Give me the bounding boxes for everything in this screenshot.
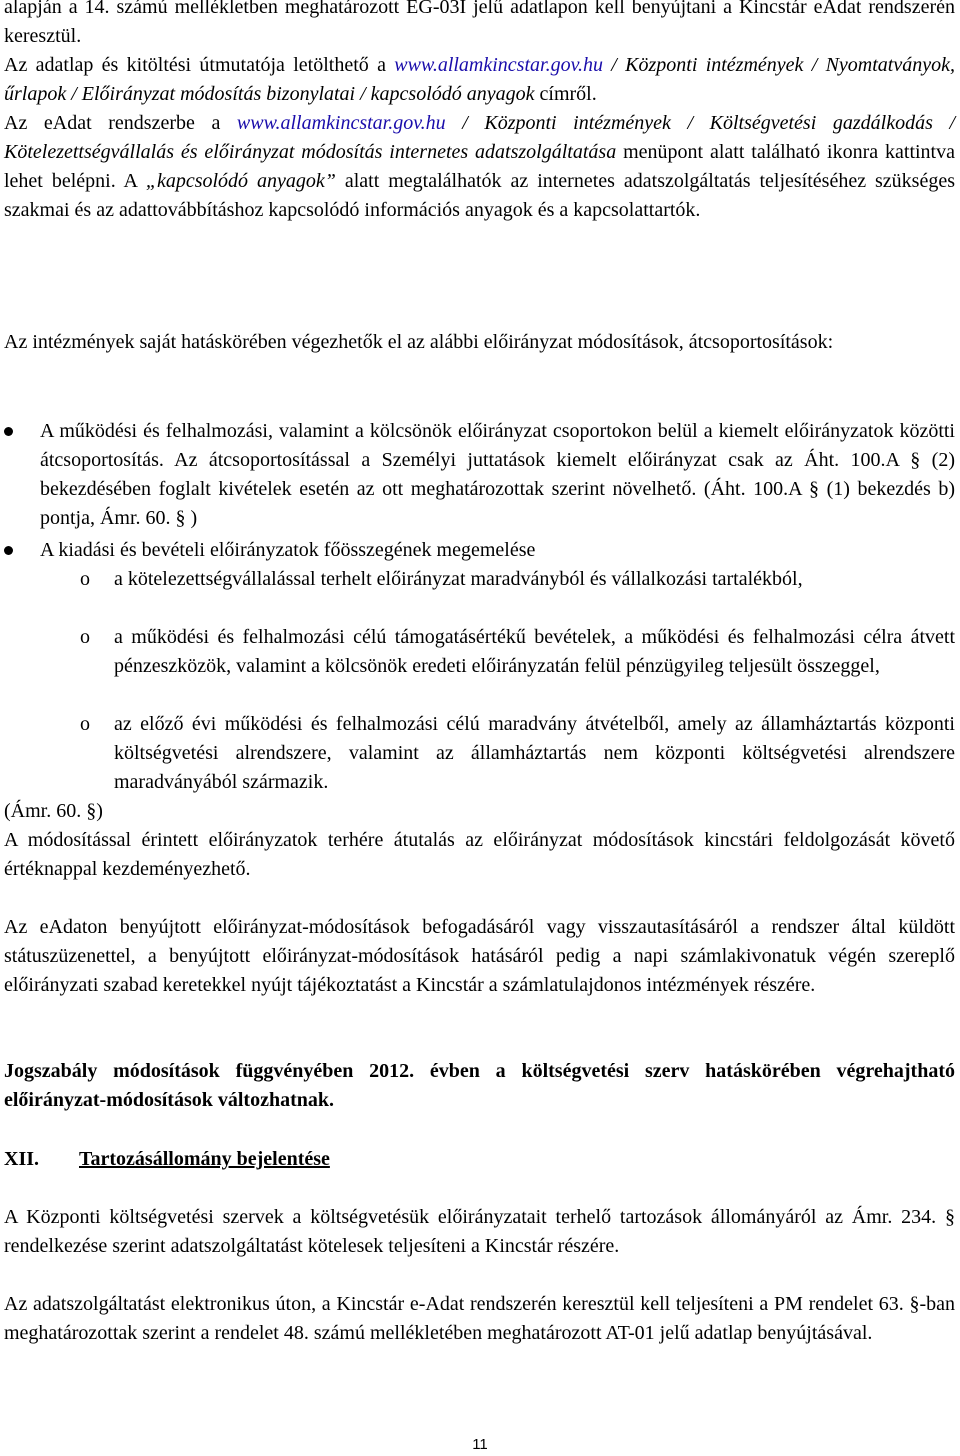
sub-item-marker: o — [80, 626, 90, 648]
authority-paragraph: Az intézmények saját hatáskörében végezhetők el az alábbi előirányzat módosítások, átcsoportosítások: — [4, 331, 834, 353]
sub-item — [80, 623, 955, 681]
eadat-status-paragraph: Az eAdaton benyújtott előirányzat-módosítások befogadásáról vagy visszautasításáról a rendszer által küldött státuszüzenettel, a benyújtott előirányzat-módosítások hatásáról pedig a napi számlakivonatuk végén szereplő előirányzati szabad keretekkel nyújt tájékoztatást a Kincstár a számlatulajdonos intézmények részére. — [4, 916, 955, 996]
sub-item-marker: o — [80, 568, 90, 590]
debt-paragraph: A Központi költségvetési szervek a költségvetésük előirányzatait terhelő tartozások állományáról az Ámr. 234. § rendelkezése szerint adatszolgáltatást kötelesek teljesíteni a Kincstár részére. — [4, 1206, 955, 1257]
legislation-note: Jogszabály módosítások függvényében 2012. évben a költségvetési szerv hatáskörében végrehajtható előirányzat-módosítások változhatnak. — [4, 1060, 955, 1111]
eadat-text-2: menüpont alatt található ikonra kattintva lehet belépni. A — [4, 141, 955, 192]
download-text: Az adatlap és kitöltési útmutatója letölthető a — [4, 54, 395, 76]
submission-paragraph: Az adatszolgáltatást elektronikus úton, a Kincstár e-Adat rendszerén keresztül kell teljesíteni a PM rendelet 63. §-ban meghatározottak szerint a rendelet 48. számú mellékletében meghatározott AT-01 jelű adatlap benyújtásával. — [4, 1293, 955, 1344]
allamkincstar-link-2[interactable]: www.allamkincstar.gov.hu — [236, 112, 446, 134]
section-number: XII. — [4, 1148, 40, 1170]
transfer-paragraph: A módosítással érintett előirányzatok terhére átutalás az előirányzat módosítások kincstári feldolgozását követő értéknappal kezdeményezhető. — [4, 829, 955, 880]
bullet-dot-icon — [4, 427, 13, 436]
download-suffix: címről. — [534, 83, 597, 105]
sub-item-text: az előző évi működési és felhalmozási célú maradvány átvételből, amely az államháztartás központi költségvetési alrendszere, valamint az államháztartás nem központi költségvetési alrendszere maradványából származik. — [114, 713, 955, 793]
kapcsolodo-anyagok-term: „kapcsolódó anyagok” — [145, 170, 336, 192]
reference-note: (Ámr. 60. §) — [4, 800, 103, 822]
bullet-text: A kiadási és bevételi előirányzatok főösszegének megemelése — [40, 539, 536, 561]
download-path: / Központi intézmények / Nyomtatványok, űrlapok / Előirányzat módosítás bizonylatai / kapcsolódó anyagok — [4, 54, 955, 105]
download-paragraph — [4, 51, 955, 109]
section-heading — [4, 1145, 330, 1174]
intro-line: alapján a 14. számú mellékletben meghatározott EG-03I jelű adatlapon kell benyújtani a Kincstár eAdat rendszerén keresztül. — [4, 0, 955, 47]
sub-item-text: a működési és felhalmozási célú támogatásértékű bevételek, a működési és felhalmozási célra átvett pénzeszközök, valamint a kölcsönök eredeti előirányzatán felül pénzügyileg teljesült összeggel, — [114, 626, 955, 677]
sub-item-marker: o — [80, 713, 90, 735]
bullet-item — [4, 417, 955, 533]
sub-item — [80, 710, 955, 797]
eadat-text: Az eAdat rendszerbe a — [4, 112, 237, 134]
bullet-text: A működési és felhalmozási, valamint a kölcsönök előirányzat csoportokon belül a kiemelt előirányzatok közötti átcsoportosítás. Az átcsoportosítással a Személyi juttatások kiemelt előirányzat csak az Áht. 100.A § (2) bekezdésében foglalt kivételek esetén az ott meghatározottak szerint növelhető. (Áht. 100.A § (1) bekezdés b) pontja, Ámr. 60. § ) — [40, 420, 955, 529]
sub-item-text: a kötelezettségvállalással terhelt előirányzat maradványból és vállalkozási tartalékból, — [114, 568, 803, 590]
bullet-dot-icon — [4, 546, 13, 555]
eadat-text-3: alatt megtalálhatók az internetes adatszolgáltatás teljesítéséhez szükséges szakmai és az adattovábbításhoz kapcsolódó információs anyagok és a kapcsolattartók. — [4, 170, 956, 221]
section-title: Tartozásállomány bejelentése — [79, 1148, 330, 1170]
eadat-paragraph — [4, 109, 955, 225]
intro-paragraph — [4, 0, 955, 225]
allamkincstar-link[interactable]: www.allamkincstar.gov.hu — [394, 54, 603, 76]
bullet-item — [4, 536, 955, 565]
page-number: 11 — [472, 1436, 488, 1453]
eadat-path: / Központi intézmények / Költségvetési gazdálkodás / Kötelezettségvállalás és előirányzat módosítás internetes adatszolgáltatása — [4, 112, 956, 163]
sub-item — [80, 565, 955, 594]
